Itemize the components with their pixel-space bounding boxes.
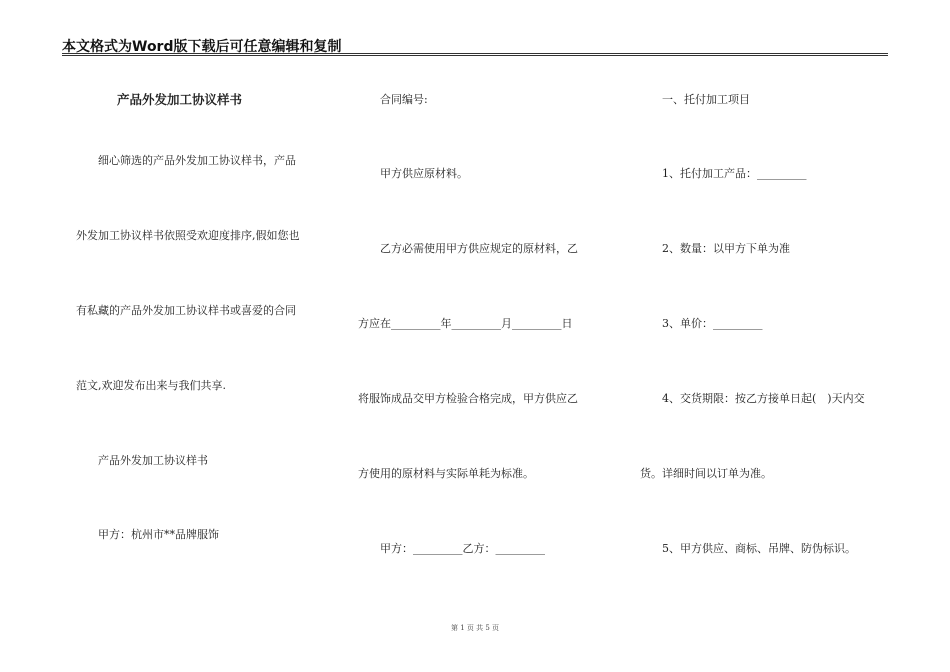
list-item: 3、单价：_________: [640, 317, 763, 330]
list-item: 2、数量：以甲方下单为准: [640, 242, 790, 255]
header-rule-top: [62, 53, 888, 54]
list-item-continuation: 货。详细时间以订单为准。: [640, 467, 772, 480]
contract-number-line: 合同编号:: [358, 93, 428, 106]
paragraph-line: 外发加工协议样书依照受欢迎度排序,假如您也: [76, 229, 300, 242]
paragraph-line: 有私藏的产品外发加工协议样书或喜爱的合同: [76, 304, 296, 317]
page-footer: 第 1 页 共 5 页: [450, 624, 500, 632]
document-title: 产品外发加工协议样书: [117, 92, 243, 107]
list-item: 5、甲方供应、商标、吊牌、防伪标识。: [640, 542, 856, 555]
header-rule-bottom: [62, 55, 888, 56]
signature-line: 甲方：_________乙方：_________: [358, 542, 545, 555]
list-item: 1、托付加工产品：_________: [640, 167, 807, 180]
list-item: 4、交货期限：按乙方接单日起( )天内交: [640, 392, 865, 405]
paragraph-line: 方应在_________年_________月_________日: [358, 317, 573, 330]
paragraph-line: 方使用的原材料与实际单耗为标准。: [358, 467, 534, 480]
paragraph-line: 范文,欢迎发布出来与我们共享.: [76, 379, 226, 392]
paragraph-line: 将服饰成品交甲方检验合格完成，甲方供应乙: [358, 392, 578, 405]
section-heading: 一、托付加工项目: [640, 93, 750, 106]
paragraph-line: 细心筛选的产品外发加工协议样书，产品: [76, 154, 296, 167]
page-header: 本文格式为Word版下载后可任意编辑和复制: [62, 39, 342, 55]
subtitle-line: 产品外发加工协议样书: [76, 454, 208, 467]
paragraph-line: 乙方必需使用甲方供应规定的原材料，乙: [358, 242, 578, 255]
paragraph-line: 甲方供应原材料。: [358, 167, 468, 180]
party-a-line: 甲方：杭州市**品牌服饰: [76, 528, 219, 541]
